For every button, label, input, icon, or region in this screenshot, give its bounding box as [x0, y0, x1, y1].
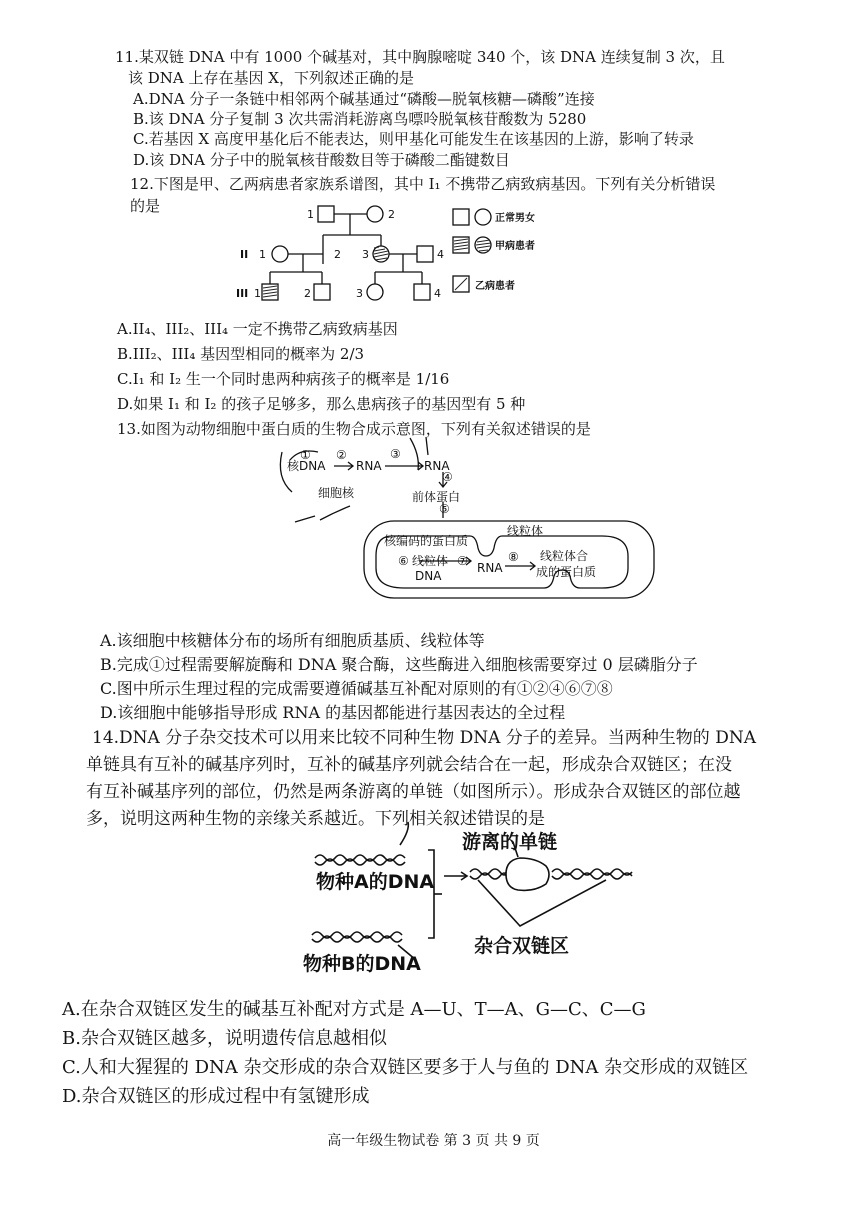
diagram-circled-5: ⑤ — [439, 502, 450, 516]
q14-option-d: D.杂合双链区的形成过程中有氢键形成 — [62, 1086, 370, 1107]
diagram-circled-1: ① — [300, 448, 311, 462]
q11-stem-line2: 该 DNA 上存在基因 X，下列叙述正确的是 — [128, 69, 414, 87]
species-a-tail — [400, 822, 408, 845]
diagram-circled-6: ⑥ — [398, 554, 409, 568]
legend-yi-label: 乙病患者 — [475, 281, 515, 292]
pedigree-label-II-3: 3 — [362, 248, 369, 261]
diagram-rna-1: RNA — [356, 459, 382, 473]
pedigree-label-II-2: 2 — [334, 248, 341, 261]
q14-stem-line3: 有互补碱基序列的部位，仍然是两条游离的单链（如图所示）。形成杂合双链区的部位越 — [86, 782, 741, 802]
q12-option-d: D.如果 I₁ 和 I₂ 的孩子足够多，那么患病孩子的基因型有 5 种 — [117, 395, 526, 413]
diagram-mito-protein-line2: 成的蛋白质 — [536, 565, 597, 579]
label-free-single-strand: 游离的单链 — [462, 831, 558, 853]
pedigree-gen-II: II — [240, 248, 249, 261]
hybrid-right-bottom — [552, 873, 632, 879]
diagram-circled-8: ⑧ — [508, 550, 519, 564]
diagram-nucleus-label: 细胞核 — [318, 486, 355, 500]
diagram-circled-2: ② — [336, 448, 347, 462]
diagram-mito-dna-line1: 线粒体 — [412, 554, 449, 568]
diagram-circled-7: ⑦ — [457, 554, 468, 568]
pedigree-label-III-2: 2 — [304, 287, 311, 300]
species-b-helix-bottom — [312, 936, 402, 942]
q13-option-c: C.图中所示生理过程的完成需要遵循碱基互补配对原则的有①②④⑥⑦⑧ — [100, 679, 613, 698]
pedigree-label-II-1: 1 — [259, 248, 266, 261]
pedigree-label-I-1: 1 — [307, 208, 314, 221]
q12-option-c: C.I₁ 和 I₂ 生一个同时患两种病孩子的概率是 1/16 — [117, 370, 450, 388]
legend-normal-label: 正常男女 — [495, 213, 535, 224]
pedigree-label-III-4: 4 — [434, 287, 441, 300]
q14-option-a: A.在杂合双链区发生的碱基互补配对方式是 A—U、T—A、G—C、C—G — [62, 999, 646, 1020]
q14-option-b: B.杂合双链区越多，说明遗传信息越相似 — [62, 1028, 387, 1049]
diagram-mito-protein-line1: 线粒体合 — [540, 549, 589, 563]
q12-stem-line1: 12.下图是甲、乙两病患者家族系谱图，其中 I₁ 不携带乙病致病基因。下列有关分析错误 — [130, 175, 716, 193]
pedigree-label-I-2: 2 — [388, 208, 395, 221]
q14-stem-line1: 14.DNA 分子杂交技术可以用来比较不同种生物 DNA 分子的差异。当两种生物的 DNA — [92, 728, 756, 748]
diagram-circled-4: ④ — [442, 470, 453, 484]
q13-stem: 13.如图为动物细胞中蛋白质的生物合成示意图，下列有关叙述错误的是 — [117, 420, 591, 438]
q11-stem-line1: 11.某双链 DNA 中有 1000 个碱基对，其中胸腺嘧啶 340 个，该 DNA 连续复制 3 次，且 — [115, 48, 725, 66]
page-footer: 高一年级生物试卷 第 3 页 共 9 页 — [327, 1133, 540, 1149]
diagram-rna-2: RNA — [424, 459, 450, 473]
free-single-strand-loop — [506, 858, 549, 890]
pedigree-label-III-3: 3 — [356, 287, 363, 300]
diagram-nuc-encoded-protein: 核编码的蛋白质 — [384, 534, 469, 548]
pedigree-label-III-1: 1 — [254, 287, 261, 300]
pedigree-label-II-4: 4 — [437, 248, 444, 261]
species-a-helix-bottom — [315, 859, 405, 865]
q12-option-a: A.II₄、III₂、III₄ 一定不携带乙病致病基因 — [117, 320, 398, 338]
diagram-circled-3: ③ — [390, 447, 401, 461]
hybrid-left-bottom — [470, 873, 506, 879]
q12-option-b: B.III₂、III₄ 基因型相同的概率为 2/3 — [117, 345, 365, 363]
diagram-mitochondrion-label: 线粒体 — [507, 524, 544, 538]
legend-jia-label: 甲病患者 — [495, 241, 535, 252]
q11-option-b: B.该 DNA 分子复制 3 次共需消耗游离鸟嘌呤脱氧核苷酸数为 5280 — [133, 110, 587, 128]
diagram-mito-rna: RNA — [477, 561, 503, 575]
q11-option-c: C.若基因 X 高度甲基化后不能表达，则甲基化可能发生在该基因的上游，影响了转录 — [133, 130, 694, 148]
q13-option-b: B.完成①过程需要解旋酶和 DNA 聚合酶，这些酶进入细胞核需要穿过 0 层磷脂分子 — [100, 655, 698, 674]
q12-stem-line2: 的是 — [130, 197, 161, 215]
label-species-b-dna: 物种B的DNA — [303, 953, 421, 975]
bracket — [428, 850, 434, 938]
q14-option-c: C.人和大猩猩的 DNA 杂交形成的杂合双链区要多于人与鱼的 DNA 杂交形成的双链区 — [62, 1057, 749, 1078]
q13-option-d: D.该细胞中能够指导形成 RNA 的基因都能进行基因表达的全过程 — [100, 703, 566, 722]
q11-option-a: A.DNA 分子一条链中相邻两个碱基通过“磷酸—脱氧核糖—磷酸”连接 — [133, 90, 595, 108]
diagram-nuc-dna: 核DNA — [287, 459, 326, 473]
q14-stem-line4: 多，说明这两种生物的亲缘关系越近。下列相关叙述错误的是 — [86, 809, 545, 829]
diagram-precursor-label: 前体蛋白 — [412, 490, 461, 504]
pedigree-gen-III: III — [236, 287, 249, 300]
label-species-a-dna: 物种A的DNA — [316, 871, 435, 893]
q13-option-a: A.该细胞中核糖体分布的场所有细胞质基质、线粒体等 — [100, 631, 485, 650]
label-hybrid-region: 杂合双链区 — [474, 935, 570, 957]
diagram-mito-dna-line2: DNA — [415, 569, 442, 583]
q11-option-d: D.该 DNA 分子中的脱氧核苷酸数目等于磷酸二酯键数目 — [133, 151, 510, 169]
q14-stem-line2: 单链具有互补的碱基序列时，互补的碱基序列就会结合在一起，形成杂合双链区；在没 — [86, 755, 732, 775]
